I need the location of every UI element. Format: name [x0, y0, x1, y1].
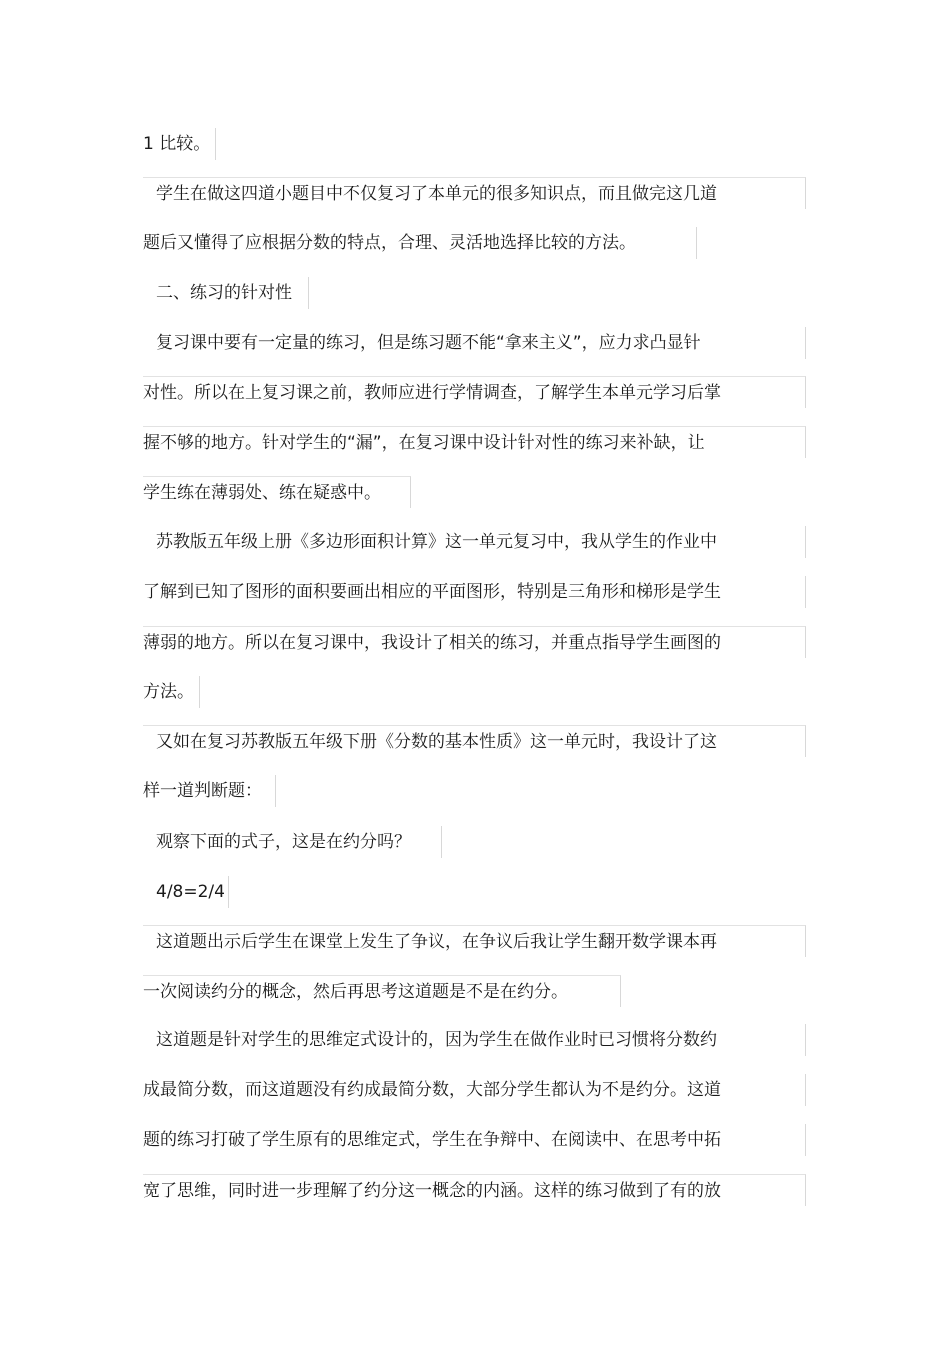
text-line-20: 成最简分数，而这道题没有约成最简分数，大部分学生都认为不是约分。这道	[143, 1074, 806, 1106]
text-line-22: 宽了思维，同时进一步理解了约分这一概念的内涵。这样的练习做到了有的放	[143, 1174, 806, 1206]
text-line-13: 又如在复习苏教版五年级下册《分数的基本性质》这一单元时，我设计了这	[143, 725, 806, 757]
text-line-5: 复习课中要有一定量的练习，但是练习题不能“拿来主义”，应力求凸显针	[143, 327, 806, 359]
section-heading: 二、练习的针对性	[143, 277, 309, 309]
text-line-3: 题后又懂得了应根据分数的特点，合理、灵活地选择比较的方法。	[143, 227, 697, 259]
text-line-17: 这道题出示后学生在课堂上发生了争议，在争议后我让学生翻开数学课本再	[143, 925, 806, 957]
text-line-21: 题的练习打破了学生原有的思维定式，学生在争辩中、在阅读中、在思考中拓	[143, 1124, 806, 1156]
text-line-19: 这道题是针对学生的思维定式设计的，因为学生在做作业时已习惯将分数约	[143, 1024, 806, 1056]
text-line-11: 薄弱的地方。所以在复习课中，我设计了相关的练习，并重点指导学生画图的	[143, 626, 806, 658]
text-line-14: 样一道判断题：	[143, 775, 276, 807]
text-line-18: 一次阅读约分的概念，然后再思考这道题是不是在约分。	[143, 975, 621, 1007]
question-prompt: 观察下面的式子，这是在约分吗？	[143, 826, 442, 858]
text-line-6: 对性。所以在上复习课之前，教师应进行学情调查，了解学生本单元学习后掌	[143, 376, 806, 408]
text-line-7: 握不够的地方。针对学生的“漏”，在复习课中设计针对性的练习来补缺，让	[143, 426, 806, 458]
text-line-12: 方法。	[143, 676, 200, 708]
text-line-9: 苏教版五年级上册《多边形面积计算》这一单元复习中，我从学生的作业中	[143, 526, 806, 558]
fraction-equation: 4/8=2/4	[143, 876, 229, 908]
text-line-10: 了解到已知了图形的面积要画出相应的平面图形，特别是三角形和梯形是学生	[143, 576, 806, 608]
text-line-8: 学生练在薄弱处、练在疑惑中。	[143, 476, 411, 508]
text-line-1: 1 比较。	[143, 128, 216, 160]
text-line-2: 学生在做这四道小题目中不仅复习了本单元的很多知识点，而且做完这几道	[143, 177, 806, 209]
